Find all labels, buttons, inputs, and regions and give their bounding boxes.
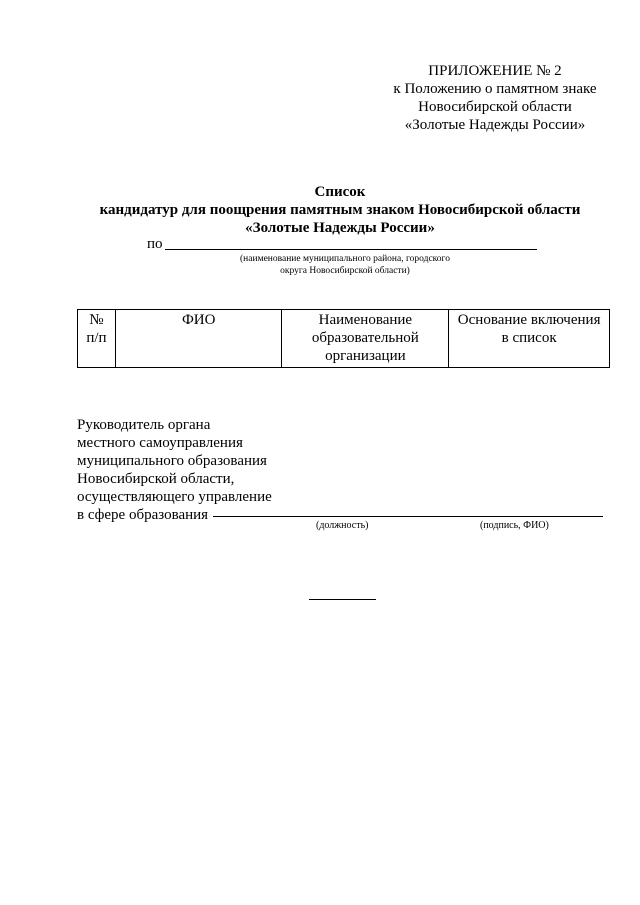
- table-header-row: [78, 310, 610, 368]
- header-fio: [115, 310, 282, 368]
- appendix-reference: к Положению о памятном знаке: [393, 81, 597, 97]
- signatory-line-2: местного самоуправления: [77, 435, 243, 451]
- header-basis: [449, 310, 610, 368]
- header-number-line-2: п/п: [86, 330, 107, 346]
- signature-fill-line: [213, 516, 603, 517]
- appendix-header: [360, 62, 630, 134]
- title-line-3: «Золотые Надежды России»: [245, 220, 435, 236]
- header-fio-line-1: ФИО: [181, 312, 216, 328]
- appendix-award-name: «Золотые Надежды России»: [404, 117, 586, 133]
- signature-block: [77, 416, 272, 524]
- header-number-line-1: №: [89, 312, 104, 328]
- municipality-fill-line: [165, 249, 537, 250]
- appendix-region: Новосибирской области: [418, 99, 572, 115]
- municipality-hint: [200, 253, 490, 277]
- position-hint: (должность): [316, 520, 369, 531]
- title-line-2: кандидатур для поощрения памятным знаком Новосибирской области: [99, 202, 581, 218]
- signatory-line-4: Новосибирской области,: [77, 471, 235, 487]
- municipality-hint-line-1: (наименование муниципального района, городского: [240, 254, 450, 264]
- po-label: по: [147, 236, 163, 252]
- signatory-line-5: осуществляющего управление: [77, 489, 272, 505]
- signatory-line-3: муниципального образования: [77, 453, 267, 469]
- header-basis-line-2: в список: [501, 330, 557, 346]
- signature-hint: (подпись, ФИО): [480, 520, 549, 531]
- header-number: [78, 310, 116, 368]
- header-organization-line-1: Наименование: [318, 312, 413, 328]
- appendix-number: ПРИЛОЖЕНИЕ № 2: [428, 63, 562, 79]
- end-divider: [309, 599, 376, 600]
- signatory-line-1: Руководитель органа: [77, 417, 211, 433]
- signatory-line-6: в сфере образования: [77, 507, 209, 523]
- header-organization: [282, 310, 449, 368]
- municipality-hint-line-2: округа Новосибирской области): [280, 266, 410, 276]
- candidates-table: [77, 309, 610, 368]
- header-organization-line-3: организации: [325, 348, 406, 364]
- document-title: [60, 183, 620, 237]
- header-organization-line-2: образовательной: [311, 330, 419, 346]
- header-basis-line-1: Основание включения: [457, 312, 601, 328]
- title-line-1: Список: [314, 184, 366, 200]
